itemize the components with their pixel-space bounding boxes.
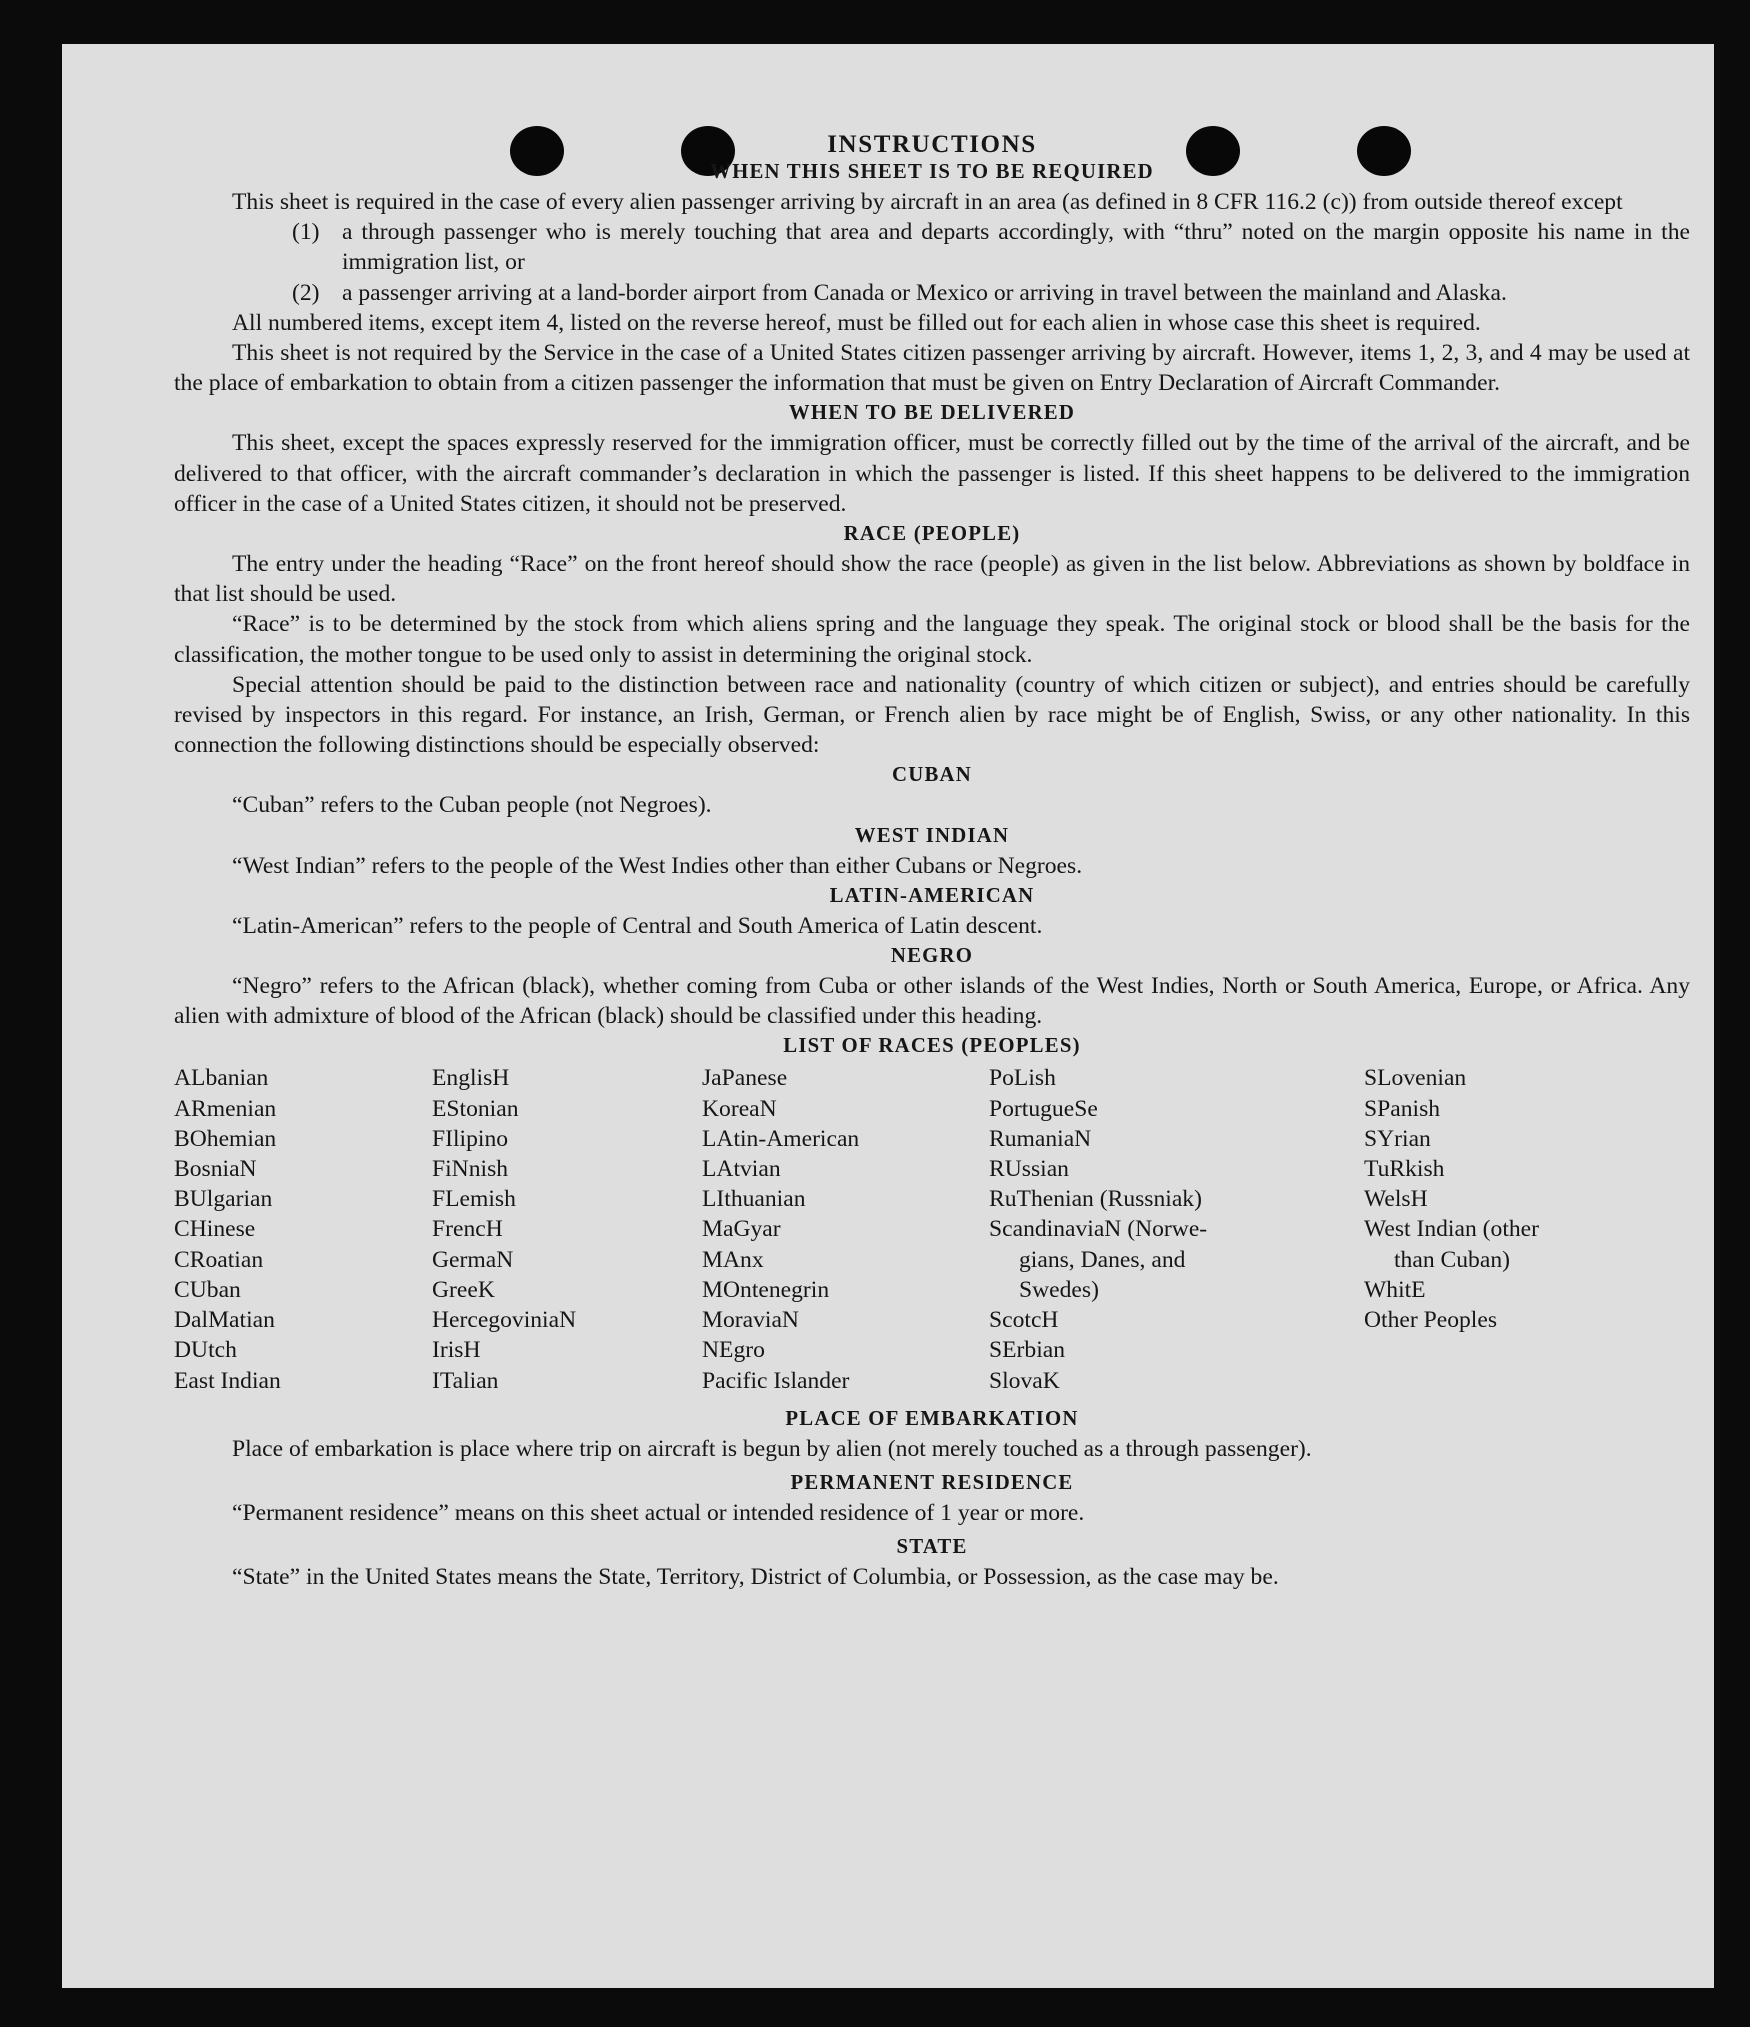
race-entry-continued: Swedes) [1019,1276,1099,1303]
race-entry: BOhemian [174,1125,277,1152]
races-column [989,1063,1364,1395]
race-entry: KoreaN [702,1095,777,1122]
paragraph: “Cuban” refers to the Cuban people (not Negroes). [232,792,712,819]
race-entry: SLovenian [1364,1065,1467,1092]
paragraph: “State” in the United States means the State, Territory, District of Columbia, or Possession, as the case may be. [232,1564,1279,1591]
race-entry: SlovaK [989,1367,1060,1394]
paragraph: “Race” is to be determined by the stock from which aliens spring and the language they speak. The original stock or blood shall be the basis for the classification, the mother tongue to be used only to assist in determining the original stock. [174,611,1690,668]
paragraph: Special attention should be paid to the distinction between race and nationality (country of which citizen or subject), and entries should be carefully revised by inspectors in this regard. For instance, an Irish, German, or French alien by race might be of English, Swiss, or any other nationality. In this connection the following distinctions should be especially observed: [174,671,1690,759]
races-column [174,1063,432,1395]
section-heading-list: LIST OF RACES (PEOPLES) [783,1034,1081,1058]
race-entry: ITalian [432,1367,499,1394]
document-sheet [62,44,1714,1988]
race-entry: ARmenian [174,1095,277,1122]
section-heading-cuban: CUBAN [892,763,972,787]
race-entry: EStonian [432,1095,519,1122]
race-entry: NEgro [702,1337,765,1364]
race-entry: BosniaN [174,1156,257,1183]
item-number: (1) [292,219,320,246]
page-title: INSTRUCTIONS [827,131,1037,158]
section-heading-state: STATE [896,1535,968,1559]
race-entry: ScotcH [989,1307,1059,1334]
paragraph: This sheet is not required by the Service in the case of a United States citizen passenger arriving by aircraft. However, items 1, 2, 3, and 4 may be used at the place of embarkation to obtain from a citizen passenger the information that must be given on Entry Declaration of Aircraft Commander. [174,340,1690,397]
race-entry: Pacific Islander [702,1367,850,1394]
race-entry: FrencH [432,1216,503,1243]
paragraph: The entry under the heading “Race” on the front hereof should show the race (people) as given in the list below. Abbreviations as shown by boldface in that list should be used. [174,551,1690,608]
races-column [702,1063,989,1395]
race-entry: RUssian [989,1156,1069,1183]
races-list [174,1063,1690,1395]
race-entry: RuThenian (Russniak) [989,1186,1202,1213]
race-entry: GermaN [432,1246,514,1273]
section-heading-delivered: WHEN TO BE DELIVERED [788,401,1076,425]
race-entry: ScandinaviaN (Norwe- [989,1216,1208,1243]
race-entry: FLemish [432,1186,516,1213]
race-entry: LAtvian [702,1156,781,1183]
section-heading-required: WHEN THIS SHEET IS TO BE REQUIRED [710,160,1154,183]
race-entry: IrisH [432,1337,481,1364]
race-entry: DUtch [174,1337,237,1364]
race-entry: CRoatian [174,1246,264,1273]
race-entry: SPanish [1364,1095,1441,1122]
list-item [292,217,1690,277]
section-heading-west-indian: WEST INDIAN [854,823,1010,847]
race-entry: CUban [174,1276,241,1303]
section-heading-residence: PERMANENT RESIDENCE [790,1470,1074,1494]
section-heading-negro: NEGRO [890,944,974,968]
race-entry: West Indian (other [1364,1216,1539,1243]
race-entry: LAtin-American [702,1125,860,1152]
race-entry: LIthuanian [702,1186,806,1213]
item-text: a through passenger who is merely touching that area and departs accordingly, with “thru” noted on the margin opposite his name in the immigration list, or [342,219,1690,276]
race-entry: East Indian [174,1367,281,1394]
race-entry: SYrian [1364,1125,1431,1152]
race-entry: Other Peoples [1364,1307,1498,1334]
races-column [432,1063,702,1395]
paragraph: “Permanent residence” means on this sheet actual or intended residence of 1 year or more. [232,1499,1085,1526]
race-entry: RumaniaN [989,1125,1092,1152]
list-item [292,278,1690,308]
race-entry: MaGyar [702,1216,781,1243]
item-text: a passenger arriving at a land-border airport from Canada or Mexico or arriving in travel between the mainland and Alaska. [342,279,1507,306]
race-entry: WelsH [1364,1186,1428,1213]
race-entry: FIlipino [432,1125,509,1152]
race-entry: PortugueSe [989,1095,1098,1122]
race-entry: ALbanian [174,1065,269,1092]
paragraph: This sheet is required in the case of every alien passenger arriving by aircraft in an area (as defined in 8 CFR 116.2 (c)) from outside thereof except [232,189,1623,215]
paragraph: “West Indian” refers to the people of the West Indies other than either Cubans or Negroes. [232,852,1083,879]
paragraph: All numbered items, except item 4, listed on the reverse hereof, must be filled out for each alien in whose case this sheet is required. [232,309,1481,336]
section-heading-latin-american: LATIN-AMERICAN [829,883,1035,907]
race-entry-continued: gians, Danes, and [1019,1246,1186,1273]
race-entry: MOntenegrin [702,1276,830,1303]
race-entry: GreeK [432,1276,495,1303]
race-entry: MAnx [702,1246,764,1273]
race-entry: JaPanese [702,1065,788,1092]
race-entry: FiNnish [432,1156,509,1183]
race-entry: PoLish [989,1065,1056,1092]
race-entry: EnglisH [432,1065,510,1092]
race-entry: SErbian [989,1337,1066,1364]
race-entry: TuRkish [1364,1156,1445,1183]
race-entry: HercegoviniaN [432,1307,577,1334]
race-entry: BUlgarian [174,1186,273,1213]
race-entry: MoraviaN [702,1307,799,1334]
section-heading-race: RACE (PEOPLE) [843,522,1021,546]
paragraph: This sheet, except the spaces expressly reserved for the immigration officer, must be correctly filled out by the time of the arrival of the aircraft, and be delivered to that officer, with the aircraft commander’s declaration in which the passenger is listed. If this sheet happens to be delivered to the immigration officer in the case of a United States citizen, it should not be preserved. [174,430,1690,517]
item-number: (2) [292,279,320,306]
instructions-body [174,130,1690,1592]
paragraph: “Latin-American” refers to the people of Central and South America of Latin descent. [232,912,1043,939]
paragraph: “Negro” refers to the African (black), whether coming from Cuba or other islands of the West Indies, North or South America, Europe, or Africa. Any alien with admixture of blood of the African (black) should be classified under this heading. [174,973,1690,1030]
race-entry: CHinese [174,1216,256,1243]
races-column [1364,1063,1664,1395]
race-entry: DalMatian [174,1307,275,1334]
section-heading-embarkation: PLACE OF EMBARKATION [785,1406,1079,1430]
paragraph: Place of embarkation is place where trip on aircraft is begun by alien (not merely touched as a through passenger). [232,1435,1312,1462]
race-entry: WhitE [1364,1276,1426,1303]
race-entry-continued: than Cuban) [1394,1246,1510,1273]
